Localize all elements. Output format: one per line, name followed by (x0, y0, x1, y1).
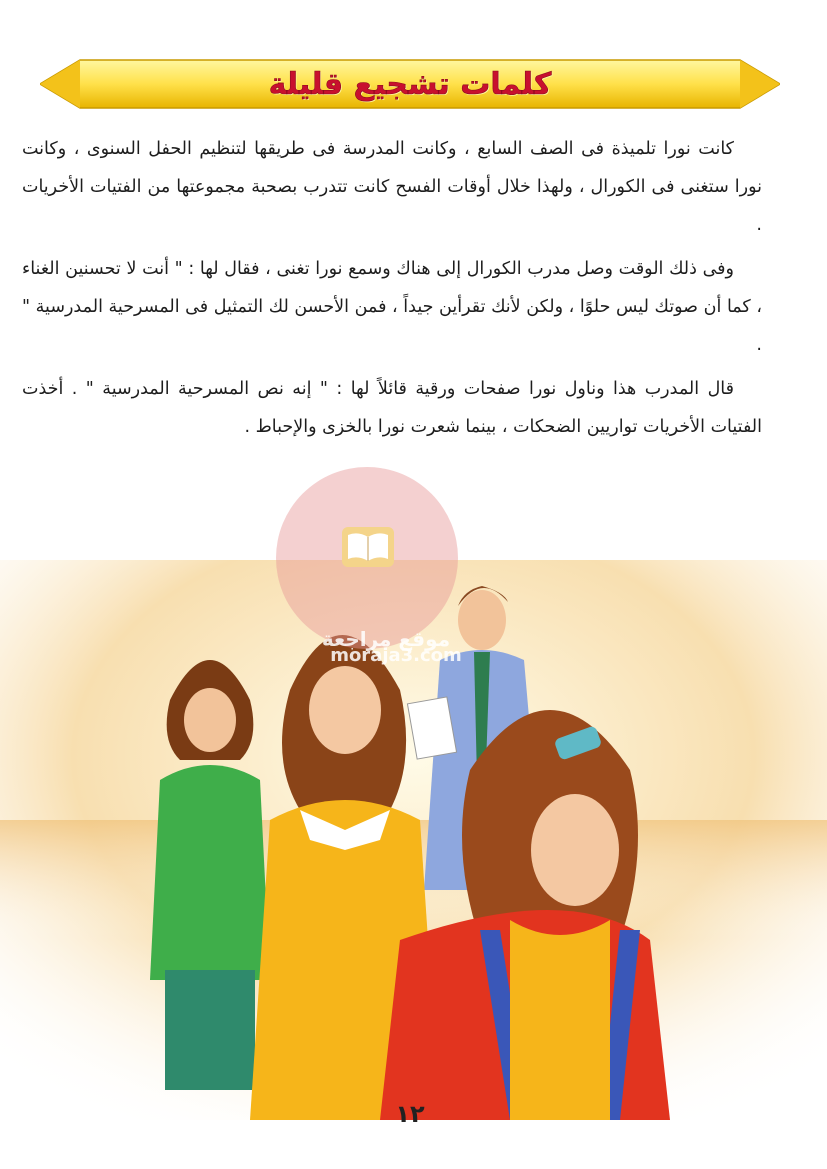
title-banner (40, 58, 780, 110)
watermark-arabic: موقع مراجعة (321, 627, 451, 651)
watermark-badge (276, 467, 462, 666)
paragraph-1: كانت نورا تلميذة فى الصف السابع ، وكانت المدرسة فى طريقها لتنظيم الحفل السنوى ، وكانت نورا ستغنى فى الكورال ، ولهذا خلال أوقات الفسح كانت تتدرب بصحبة مجموعتها من الفتيات الأخريات . (22, 139, 762, 235)
green-girl-figure (150, 660, 270, 1090)
page-number: ١٢ (395, 1100, 425, 1128)
paragraph-3: قال المدرب هذا وناول نورا صفحات ورقية قائلاً لها : " إنه نص المسرحية المدرسية " . أخذت الفتيات الأخريات تواريين الضحكات ، بينما شعرت نورا بالخزى والإحباط . (22, 379, 762, 437)
open-book-icon (342, 527, 394, 567)
story-text (22, 130, 762, 452)
page-title: كلمات تشجيع قليلة (268, 66, 552, 102)
watermark-latin: moraja3.com (330, 645, 462, 666)
paragraph-2: وفى ذلك الوقت وصل مدرب الكورال إلى هناك وسمع نورا تغنى ، فقال لها : " أنت لا تحسنين الغناء ، كما أن صوتك ليس حلوًا ، ولكن لأنك تقرأين جيداً ، فمن الأحسن لك التمثيل فى المسرحية المدرسية " . (22, 259, 762, 355)
